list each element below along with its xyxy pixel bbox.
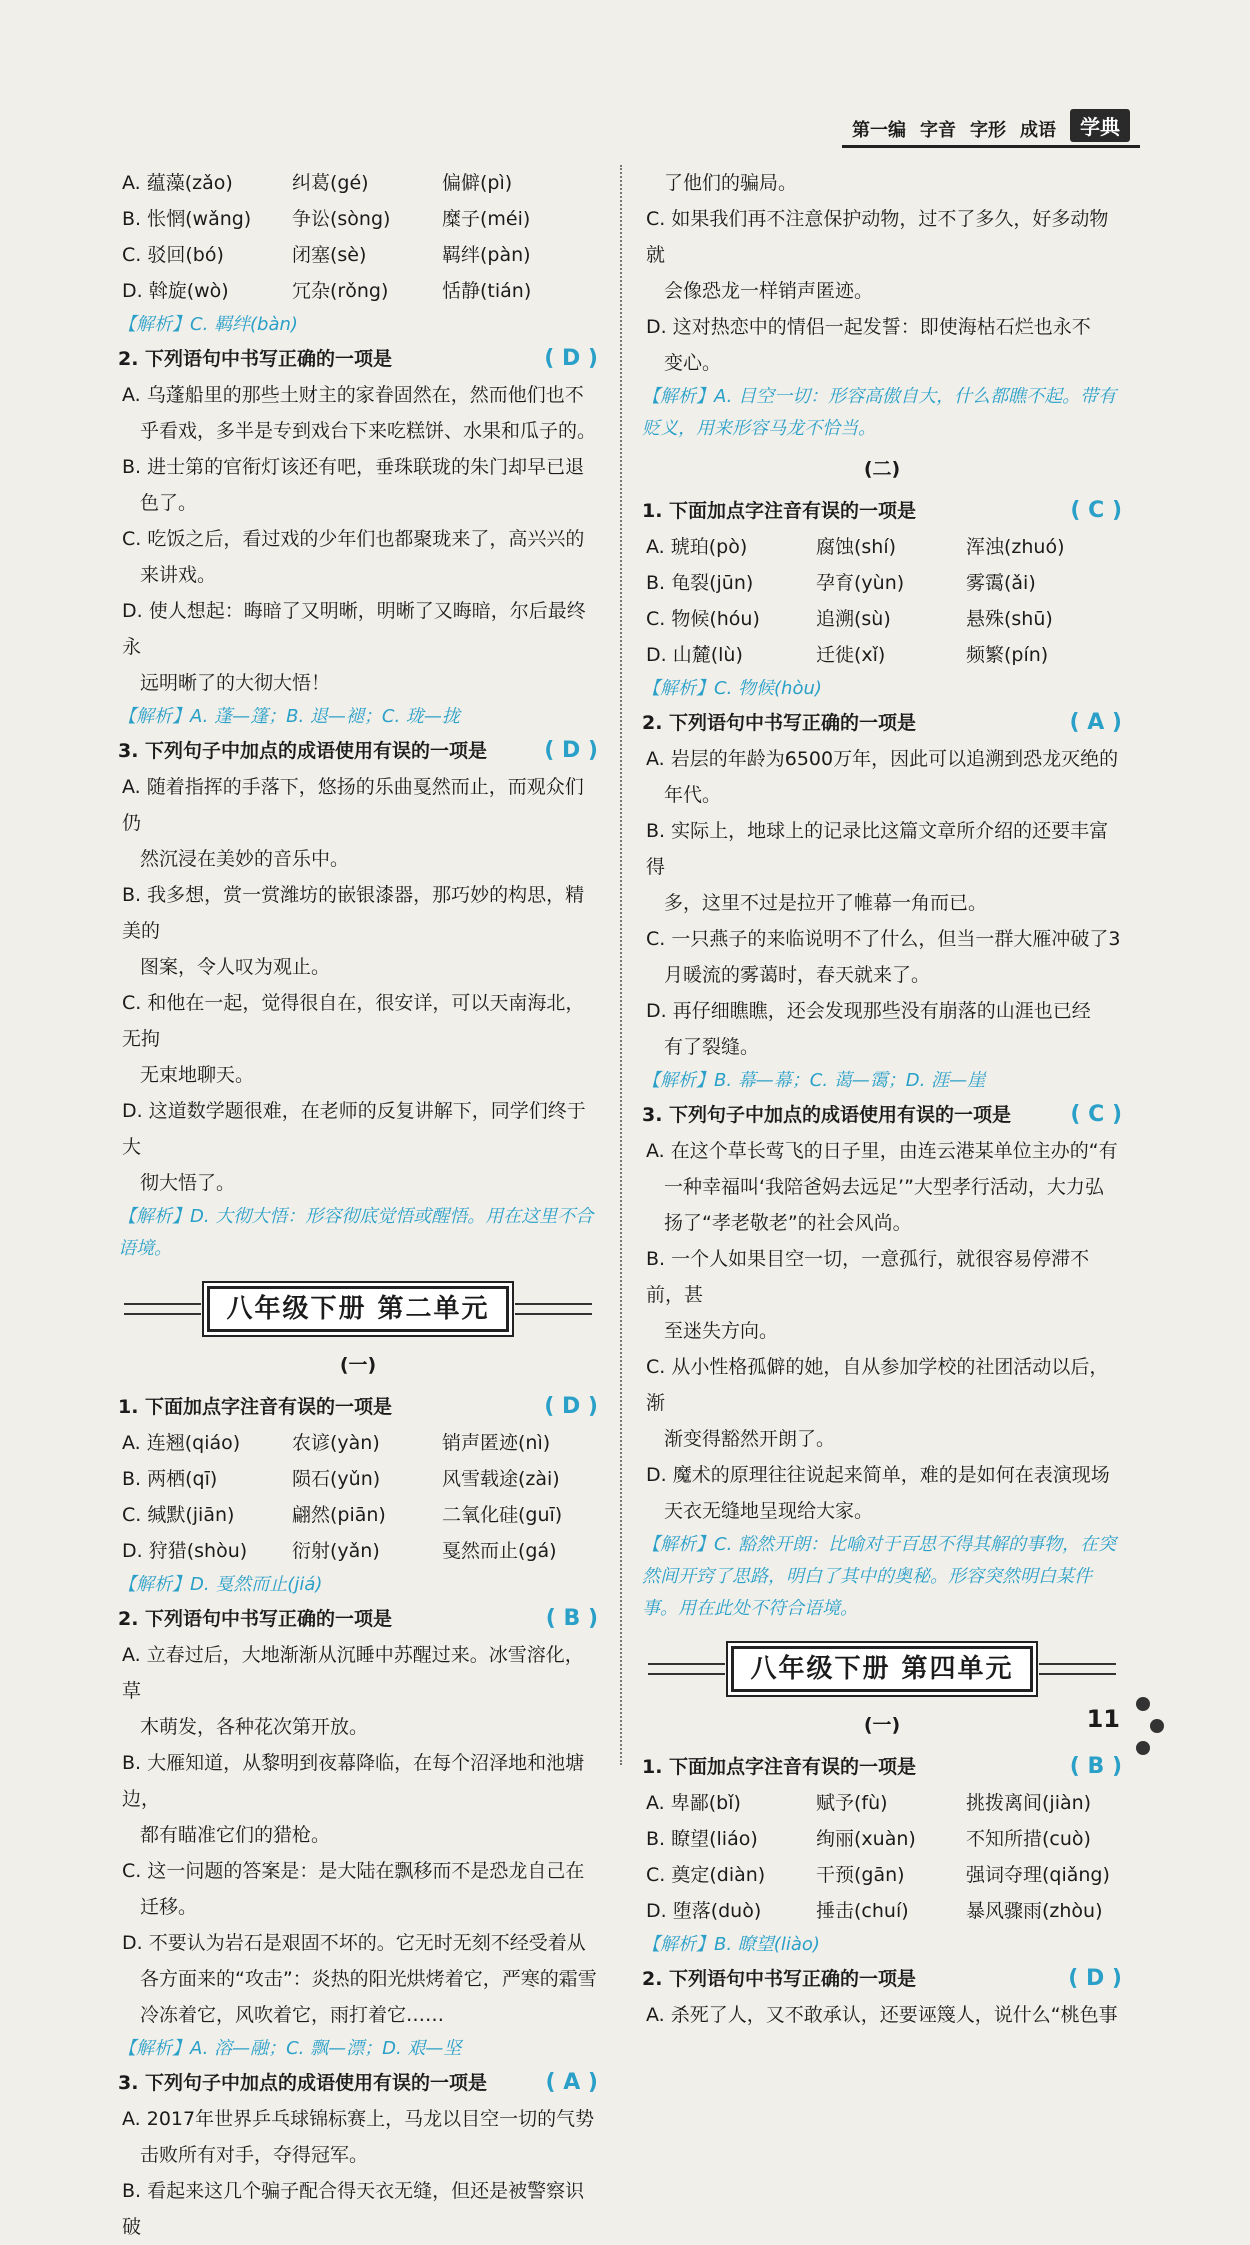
option-row: [642, 565, 1122, 601]
option-item: 追溯(sù): [816, 608, 891, 630]
unit-banner: [642, 1643, 1122, 1695]
option-row: [118, 1425, 598, 1461]
option-line: B. 看起来这几个骗子配合得天衣无缝，但还是被警察识破: [122, 2180, 585, 2238]
section-number: (二): [863, 458, 901, 480]
option-item: 迁徙(xǐ): [816, 644, 886, 666]
question-block: [118, 341, 598, 733]
option-item: 衍射(yǎn): [292, 1540, 380, 1562]
option-line: 图案，令人叹为观止。: [140, 956, 331, 978]
option-line: A. 立春过后，大地渐渐从沉睡中苏醒过来。冰雪溶化，草: [122, 1644, 584, 1702]
option-item: A. 连翘(qiáo): [122, 1432, 241, 1454]
header-item: 字形: [970, 120, 1006, 141]
option-row: [642, 529, 1122, 565]
option-item: D. 狩猎(shòu): [122, 1540, 248, 1562]
option-row: [642, 1893, 1122, 1929]
option-item: B. 两栖(qī): [122, 1468, 218, 1490]
answer-mark: ( C ): [1070, 498, 1122, 523]
option-line: 扬了“孝老敬老”的社会风尚。: [664, 1212, 912, 1234]
option-item: B. 怅惘(wǎng): [122, 208, 252, 230]
option-item: D. 堕落(duò): [646, 1900, 762, 1922]
option-item: 戛然而止(gá): [442, 1540, 557, 1562]
option-line: C. 和他在一起，觉得很自在，很安详，可以天南海北，无拘: [122, 992, 585, 1050]
option-line: 木萌发，各种花次第开放。: [140, 1716, 369, 1738]
option-line: D. 使人想起：晦暗了又明晰，明晰了又晦暗，尔后最终永: [122, 600, 586, 658]
explanation: 【解析】D. 戛然而止(jiá): [118, 1574, 323, 1595]
option-line: 乎看戏，多半是专到戏台下来吃糕饼、水果和瓜子的。: [140, 420, 597, 442]
option-item: D. 斡旋(wò): [122, 280, 229, 302]
unit-banner: [118, 1283, 598, 1335]
explanation: 【解析】A. 溶—融；C. 飘—漂；D. 艰—坚: [118, 2038, 462, 2059]
question-block: [642, 1097, 1122, 1625]
option-item: C. 驳回(bó): [122, 244, 224, 266]
option-item: 孕育(yùn): [816, 572, 905, 594]
option-line: 彻大悟了。: [140, 1172, 236, 1194]
explanation: 【解析】C. 羁绊(bàn): [118, 314, 298, 335]
answer-mark: ( B ): [1069, 1754, 1122, 1779]
unit-title: 八年级下册 第二单元: [207, 1286, 508, 1332]
page-header: [852, 112, 1130, 142]
option-line: A. 杀死了人，又不敢承认，还要诬篾人，说什么“桃色事: [646, 2004, 1118, 2026]
option-line: 有了裂缝。: [664, 1036, 760, 1058]
question-block: [642, 493, 1122, 705]
option-item: 干预(gān): [816, 1864, 905, 1886]
section-number: (一): [863, 1714, 901, 1736]
option-line: B. 大雁知道，从黎明到夜幕降临，在每个沼泽地和池塘边，: [122, 1752, 585, 1810]
question-block: [642, 1749, 1122, 1961]
option-item: C. 物候(hóu): [646, 608, 760, 630]
option-line: 天衣无缝地呈现给大家。: [664, 1500, 874, 1522]
question-block: [118, 165, 598, 309]
option-line: A. 岩层的年龄为6500万年，因此可以追溯到恐龙灭绝的: [646, 748, 1119, 770]
header-rule: [842, 145, 1140, 148]
header-item: 第一编: [852, 120, 906, 141]
option-item: 二氧化硅(guī): [442, 1504, 563, 1526]
option-line: C. 从小性格孤僻的她，自从参加学校的社团活动以后，渐: [646, 1356, 1109, 1414]
option-line: 然沉浸在美妙的音乐中。: [140, 848, 350, 870]
option-item: A. 蕴藻(zǎo): [122, 172, 233, 194]
question-block: [642, 705, 1122, 1097]
option-line: 色了。: [140, 492, 198, 514]
option-item: 争讼(sòng): [292, 208, 391, 230]
option-line: 冷冻着它，风吹着它，雨打着它……: [140, 2004, 445, 2026]
column-divider: [620, 165, 622, 1765]
explanation: 【解析】C. 物候(hòu): [642, 678, 822, 699]
option-line: 远明晰了的大彻大悟！: [140, 672, 331, 694]
option-line: C. 一只燕子的来临说明不了什么，但当一群大雁冲破了3: [646, 928, 1121, 950]
header-item: 成语: [1020, 120, 1056, 141]
option-line: 年代。: [664, 784, 722, 806]
option-row: [118, 165, 598, 201]
option-row: [642, 1857, 1122, 1893]
question-stem: 3. 下列句子中加点的成语使用有误的一项是: [118, 740, 488, 762]
option-item: 糜子(méi): [442, 208, 531, 230]
left-column: [118, 165, 598, 2245]
answer-mark: ( B ): [545, 1606, 598, 1631]
page-number: 11: [1086, 1705, 1120, 1733]
option-row: [118, 273, 598, 309]
answer-mark: ( D ): [544, 738, 598, 763]
option-row: [642, 1785, 1122, 1821]
option-line: 渐变得豁然开朗了。: [664, 1428, 836, 1450]
question-stem: 2. 下列语句中书写正确的一项是: [642, 712, 917, 734]
question-stem: 1. 下面加点字注音有误的一项是: [642, 500, 917, 522]
answer-mark: ( D ): [544, 346, 598, 371]
option-line: 一种幸福叫‘我陪爸妈去远足’”大型孝行活动，大力弘: [664, 1176, 1104, 1198]
option-row: [118, 201, 598, 237]
option-line: C. 吃饭之后，看过戏的少年们也都聚珑来了，高兴兴的: [122, 528, 585, 550]
option-line: 月暖流的雾蔼时，春天就来了。: [664, 964, 931, 986]
option-line: B. 我多想，赏一赏潍坊的嵌银漆器，那巧妙的构思，精美的: [122, 884, 585, 942]
option-item: 羁绊(pàn): [442, 244, 531, 266]
answer-mark: ( A ): [1069, 710, 1122, 735]
answer-mark: ( D ): [1068, 1966, 1122, 1991]
question-stem: 2. 下列语句中书写正确的一项是: [642, 1968, 917, 1990]
option-row: [118, 1497, 598, 1533]
right-column: [642, 165, 1122, 2033]
header-item: 字音: [920, 120, 956, 141]
decor-dot: [1150, 1719, 1164, 1733]
option-item: 捶击(chuí): [816, 1900, 909, 1922]
option-item: 浑浊(zhuó): [966, 536, 1065, 558]
unit-title: 八年级下册 第四单元: [731, 1646, 1032, 1692]
option-item: 闭塞(sè): [292, 244, 367, 266]
option-line: 无束地聊天。: [140, 1064, 255, 1086]
explanation: 【解析】A. 目空一切：形容高傲自大，什么都瞧不起。带有贬义，用来形容马龙不恰当。: [642, 386, 1117, 439]
option-item: 悬殊(shū): [966, 608, 1053, 630]
option-item: 陨石(yǔn): [292, 1468, 381, 1490]
option-item: 不知所措(cuò): [966, 1828, 1091, 1850]
option-item: 销声匿迹(nì): [442, 1432, 551, 1454]
brand-logo: 学典: [1070, 109, 1130, 142]
option-item: 雾霭(ǎi): [966, 572, 1036, 594]
option-item: 暴风骤雨(zhòu): [966, 1900, 1103, 1922]
option-item: 偏僻(pì): [442, 172, 513, 194]
option-line: A. 随着指挥的手落下，悠扬的乐曲戛然而止，而观众们仍: [122, 776, 584, 834]
option-item: 恬静(tián): [442, 280, 532, 302]
option-item: 翩然(piān): [292, 1504, 386, 1526]
option-item: D. 山麓(lù): [646, 644, 743, 666]
decor-dot: [1136, 1697, 1150, 1711]
option-row: [118, 237, 598, 273]
explanation: 【解析】B. 瞭望(liào): [642, 1934, 820, 1955]
option-item: 农谚(yàn): [292, 1432, 380, 1454]
option-line: 各方面来的“攻击”：炎热的阳光烘烤着它，严寒的霜雪: [140, 1968, 597, 1990]
option-line: A. 2017年世界乒乓球锦标赛上，马龙以目空一切的气势: [122, 2108, 595, 2130]
option-item: 腐蚀(shí): [816, 536, 897, 558]
section-number: (一): [339, 1354, 377, 1376]
answer-mark: ( C ): [1070, 1102, 1122, 1127]
option-item: 风雪载途(zài): [442, 1468, 560, 1490]
option-line: D. 不要认为岩石是艰固不坏的。它无时无刻不经受着从: [122, 1932, 586, 1954]
option-item: C. 缄默(jiān): [122, 1504, 235, 1526]
explanation: 【解析】C. 豁然开朗：比喻对于百思不得其解的事物，在突然间开窍了思路，明白了其中的奥秘。形容突然明白某件事。用在此处不符合语境。: [642, 1534, 1117, 1619]
option-item: B. 瞭望(liáo): [646, 1828, 758, 1850]
option-item: 冗杂(rǒng): [292, 280, 389, 302]
option-line: D. 这对热恋中的情侣一起发誓：即使海枯石烂也永不: [646, 316, 1091, 338]
option-line: 了他们的骗局。: [664, 172, 798, 194]
answer-mark: ( D ): [544, 1394, 598, 1419]
option-line: D. 这道数学题很难，在老师的反复讲解下，同学们终于大: [122, 1100, 586, 1158]
option-item: 纠葛(gé): [292, 172, 369, 194]
option-line: 击败所有对手，夺得冠军。: [140, 2144, 369, 2166]
option-line: D. 魔术的原理往往说起来简单，难的是如何在表演现场: [646, 1464, 1110, 1486]
option-line: 会像恐龙一样销声匿迹。: [664, 280, 874, 302]
option-line: B. 实际上，地球上的记录比这篇文章所介绍的还要丰富得: [646, 820, 1109, 878]
option-line: 至迷失方向。: [664, 1320, 779, 1342]
question-stem: 3. 下列句子中加点的成语使用有误的一项是: [642, 1104, 1012, 1126]
option-line: A. 在这个草长莺飞的日子里，由连云港某单位主办的“有: [646, 1140, 1118, 1162]
option-item: B. 龟裂(jūn): [646, 572, 754, 594]
question-stem: 1. 下面加点字注音有误的一项是: [118, 1396, 393, 1418]
option-row: [642, 601, 1122, 637]
option-line: 来讲戏。: [140, 564, 217, 586]
question-stem: 2. 下列语句中书写正确的一项是: [118, 1608, 393, 1630]
question-stem: 1. 下面加点字注音有误的一项是: [642, 1756, 917, 1778]
option-row: [642, 1821, 1122, 1857]
option-item: 绚丽(xuàn): [816, 1828, 916, 1850]
decor-dot: [1136, 1741, 1150, 1755]
explanation: 【解析】D. 大彻大悟：形容彻底觉悟或醒悟。用在这里不合语境。: [118, 1206, 594, 1259]
explanation: 【解析】A. 蓬—篷；B. 退—褪；C. 珑—拢: [118, 706, 460, 727]
option-line: B. 进士第的官衔灯该还有吧，垂珠联珑的朱门却早已退: [122, 456, 585, 478]
option-line: A. 乌蓬船里的那些土财主的家眷固然在，然而他们也不: [122, 384, 584, 406]
option-line: C. 如果我们再不注意保护动物，过不了多久，好多动物就: [646, 208, 1109, 266]
question-block: [118, 1389, 598, 1601]
option-row: [118, 1533, 598, 1569]
question-block: [118, 2065, 598, 2245]
option-item: C. 奠定(diàn): [646, 1864, 766, 1886]
option-line: 都有瞄准它们的猎枪。: [140, 1824, 331, 1846]
option-item: 频繁(pín): [966, 644, 1049, 666]
option-item: 强词夺理(qiǎng): [966, 1864, 1110, 1886]
question-stem: 2. 下列语句中书写正确的一项是: [118, 348, 393, 370]
question-stem: 3. 下列句子中加点的成语使用有误的一项是: [118, 2072, 488, 2094]
question-block: [118, 733, 598, 1265]
option-item: A. 琥珀(pò): [646, 536, 748, 558]
option-item: 挑拨离间(jiàn): [966, 1792, 1092, 1814]
option-line: 迁移。: [140, 1896, 198, 1918]
question-block: [642, 1961, 1122, 2033]
question-block: [118, 1601, 598, 2065]
option-item: A. 卑鄙(bǐ): [646, 1792, 741, 1814]
explanation: 【解析】B. 幕—幕；C. 蔼—霭；D. 涯—崖: [642, 1070, 986, 1091]
option-row: [118, 1461, 598, 1497]
option-line: 多，这里不过是拉开了帷幕一角而已。: [664, 892, 988, 914]
answer-mark: ( A ): [545, 2070, 598, 2095]
option-line: C. 这一问题的答案是：是大陆在飘移而不是恐龙自己在: [122, 1860, 585, 1882]
option-line: 变心。: [664, 352, 722, 374]
option-line: D. 再仔细瞧瞧，还会发现那些没有崩落的山涯也已经: [646, 1000, 1091, 1022]
option-line: B. 一个人如果目空一切，一意孤行，就很容易停滞不前，甚: [646, 1248, 1090, 1306]
option-row: [642, 637, 1122, 673]
option-item: 赋予(fù): [816, 1792, 888, 1814]
